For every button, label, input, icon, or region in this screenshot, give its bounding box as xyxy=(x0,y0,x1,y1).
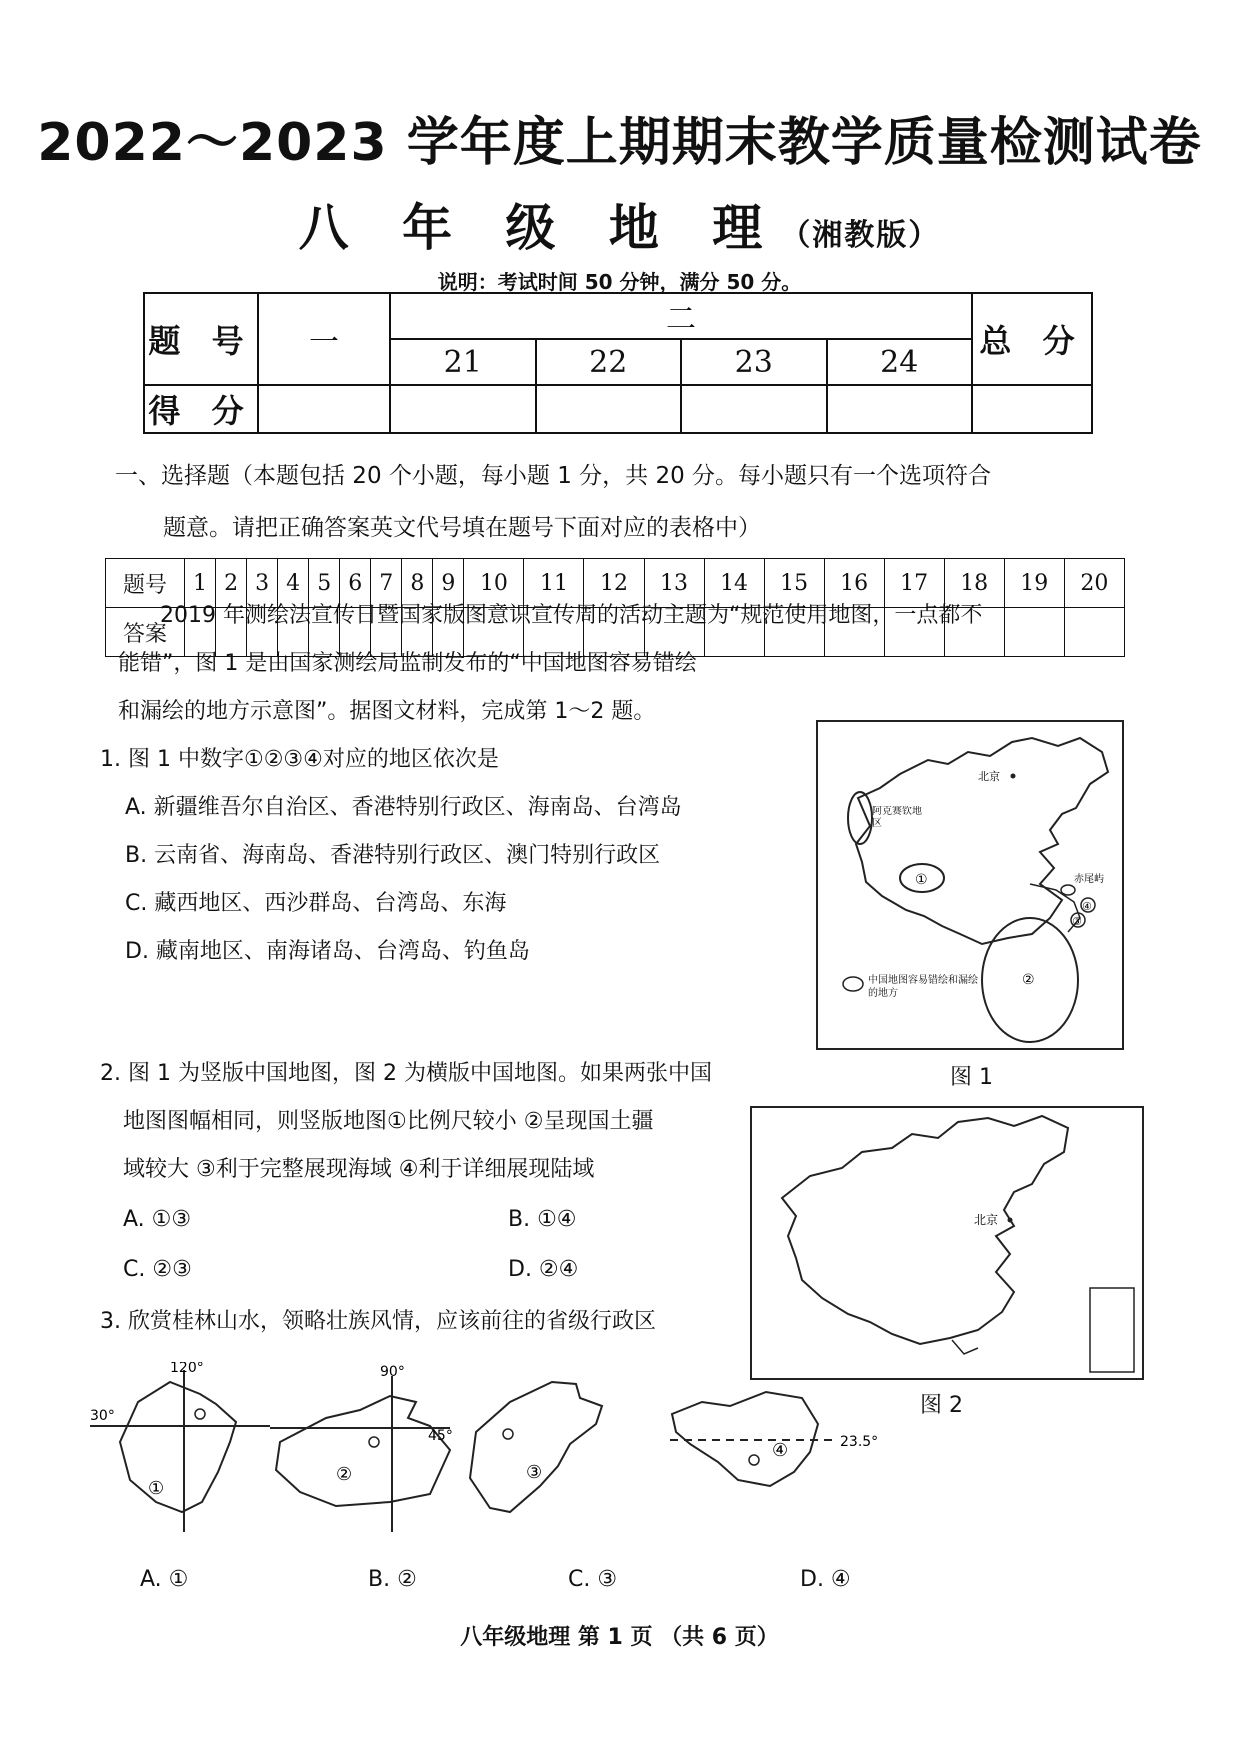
fig1-num-1: ① xyxy=(915,872,928,888)
q3-option-c[interactable]: C. ③ xyxy=(568,1567,618,1592)
figure2-caption: 图 2 xyxy=(920,1393,963,1418)
answer-number-cell: 7 xyxy=(371,559,402,608)
q1-stem: 1. 图 1 中数字①②③④对应的地区依次是 xyxy=(100,747,499,772)
q3-map3-num: ③ xyxy=(526,1462,543,1483)
fig1-num-3: ③ xyxy=(1072,915,1082,928)
fig1-num-4: ④ xyxy=(1082,900,1092,913)
q3-option-a[interactable]: A. ① xyxy=(140,1567,189,1592)
answer-number-cell: 16 xyxy=(824,559,884,608)
q3-lon-90: 90° xyxy=(380,1364,405,1380)
fig1-ring-chiwei xyxy=(1061,885,1075,895)
answer-number-cell: 14 xyxy=(704,559,764,608)
q3-map1-num: ① xyxy=(148,1478,165,1499)
answer-number-cell: 19 xyxy=(1004,559,1064,608)
fig2-hainan xyxy=(952,1340,978,1354)
q2-line1: 2. 图 1 为竖版中国地图，图 2 为横版中国地图。如果两张中国 xyxy=(100,1061,712,1086)
fig1-legend-text: 中国地图容易错绘和漏绘的地方 xyxy=(868,975,978,999)
answer-number-cell: 4 xyxy=(278,559,309,608)
q3-map4-capital xyxy=(749,1455,759,1465)
q3-map4-num: ④ xyxy=(772,1440,789,1461)
fig2-south-sea-inset xyxy=(1090,1288,1134,1372)
answer-number-cell: 18 xyxy=(944,559,1004,608)
fig1-beijing-dot xyxy=(1011,774,1016,779)
answer-number-cell: 10 xyxy=(464,559,524,608)
q2-option-a[interactable]: A. ①③ xyxy=(123,1207,192,1232)
subject-name: 八 年 级 地 理 xyxy=(298,199,781,257)
q3-lat-30: 30° xyxy=(90,1408,115,1424)
answer-number-cell: 17 xyxy=(884,559,944,608)
score-table xyxy=(143,292,1093,434)
q3-map1-outline xyxy=(120,1382,236,1512)
section1-line2: 题意。请把正确答案英文代号填在题号下面对应的表格中） xyxy=(163,515,761,541)
q3-lon-120: 120° xyxy=(170,1362,204,1376)
fig1-num-2: ② xyxy=(1022,972,1035,988)
q3-map1-capital xyxy=(195,1409,205,1419)
answer-number-cell: 3 xyxy=(247,559,278,608)
score-col: 22 xyxy=(536,339,682,385)
fig1-aksai-label: 阿克赛钦地区 xyxy=(872,806,922,829)
score-cell[interactable] xyxy=(681,385,827,433)
score-col: 24 xyxy=(827,339,973,385)
score-total-label: 总 分 xyxy=(972,293,1092,385)
figure2-svg xyxy=(752,1108,1142,1378)
q3-lat-45: 45° xyxy=(428,1428,453,1444)
q3-map3-outline xyxy=(470,1382,602,1512)
answer-number-cell: 8 xyxy=(402,559,433,608)
figure1-caption: 图 1 xyxy=(950,1065,993,1090)
fig2-beijing-dot xyxy=(1008,1218,1013,1223)
q3-option-d[interactable]: D. ④ xyxy=(800,1567,851,1592)
answer-number-cell: 9 xyxy=(433,559,464,608)
answer-number-cell: 15 xyxy=(764,559,824,608)
exam-note: 说明：考试时间 50 分钟，满分 50 分。 xyxy=(437,270,802,294)
q3-map3-capital xyxy=(503,1429,513,1439)
q2-option-b[interactable]: B. ①④ xyxy=(508,1207,577,1232)
answer-number-cell: 2 xyxy=(216,559,247,608)
figure1-map xyxy=(816,720,1124,1050)
fig1-legend-ring xyxy=(843,977,863,991)
answer-number-cell: 20 xyxy=(1064,559,1124,608)
q2-line3: 域较大 ③利于完整展现海域 ④利于详细展现陆域 xyxy=(123,1157,595,1182)
section1-line1: 一、选择题（本题包括 20 个小题，每小题 1 分，共 20 分。每小题只有一个选项符合 xyxy=(115,463,992,489)
score-cell[interactable] xyxy=(827,385,973,433)
page-footer: 八年级地理 第 1 页 （共 6 页） xyxy=(460,1625,779,1650)
q1-option-c[interactable]: C. 藏西地区、西沙群岛、台湾岛、东海 xyxy=(125,891,507,916)
fig1-chiwei-label: 赤尾屿 xyxy=(1074,874,1104,885)
subject-title xyxy=(0,188,1239,260)
passage-line2: 能错”，图 1 是由国家测绘局监制发布的“中国地图容易错绘 xyxy=(118,651,697,676)
answer-number-cell: 1 xyxy=(185,559,216,608)
answer-number-cell: 5 xyxy=(309,559,340,608)
q3-map2-num: ② xyxy=(336,1464,353,1485)
q3-province-maps xyxy=(90,1362,1040,1562)
q3-map2-capital xyxy=(369,1437,379,1447)
score-cell[interactable] xyxy=(390,385,536,433)
figure2-map xyxy=(750,1106,1144,1380)
score-cell[interactable] xyxy=(258,385,390,433)
passage-line1: 2019 年测绘法宣传日暨国家版图意识宣传周的活动主题为“规范使用地图，一点都不 xyxy=(160,603,983,628)
fig1-beijing-label: 北京 xyxy=(978,770,1000,783)
answer-label-ans: 答案 xyxy=(106,608,185,657)
q1-option-b[interactable]: B. 云南省、海南岛、香港特别行政区、澳门特别行政区 xyxy=(125,843,661,868)
q1-option-a[interactable]: A. 新疆维吾尔自治区、香港特别行政区、海南岛、台湾岛 xyxy=(125,795,682,820)
exam-title: 2022～2023 学年度上期期末教学质量检测试卷 xyxy=(37,113,1202,173)
q3-map2-outline xyxy=(276,1396,450,1506)
figure1-svg xyxy=(818,722,1122,1048)
q2-option-d[interactable]: D. ②④ xyxy=(508,1257,579,1282)
fig2-beijing-label: 北京 xyxy=(974,1213,999,1227)
answer-number-cell: 12 xyxy=(584,559,644,608)
score-part1: 一 xyxy=(258,293,390,385)
score-cell[interactable] xyxy=(972,385,1092,433)
answer-number-cell: 6 xyxy=(340,559,371,608)
q3-option-b[interactable]: B. ② xyxy=(368,1567,417,1592)
score-label-num: 题 号 xyxy=(144,293,258,385)
edition-label: （湘教版） xyxy=(780,218,941,253)
fig2-china-outline xyxy=(782,1116,1068,1344)
fig1-china-outline xyxy=(856,738,1108,944)
q3-lat-23-5: 23.5° xyxy=(840,1434,879,1450)
score-cell[interactable] xyxy=(536,385,682,433)
fig1-aksai-ring xyxy=(848,792,872,844)
section1-instructions xyxy=(115,450,1125,554)
answer-number-cell: 11 xyxy=(524,559,584,608)
passage-line3: 和漏绘的地方示意图”。据图文材料，完成第 1～2 题。 xyxy=(118,699,656,724)
score-col: 23 xyxy=(681,339,827,385)
score-part2: 二 xyxy=(390,293,972,339)
score-label-score: 得 分 xyxy=(144,385,258,433)
q2-line2: 地图图幅相同，则竖版地图①比例尺较小 ②呈现国土疆 xyxy=(123,1109,654,1134)
q2-option-c[interactable]: C. ②③ xyxy=(123,1257,192,1282)
answer-label-num: 题号 xyxy=(106,559,185,608)
q3-stem: 3. 欣赏桂林山水，领略壮族风情，应该前往的省级行政区 xyxy=(100,1309,656,1334)
score-col: 21 xyxy=(390,339,536,385)
answer-number-cell: 13 xyxy=(644,559,704,608)
q1-option-d[interactable]: D. 藏南地区、南海诸岛、台湾岛、钓鱼岛 xyxy=(125,939,530,964)
